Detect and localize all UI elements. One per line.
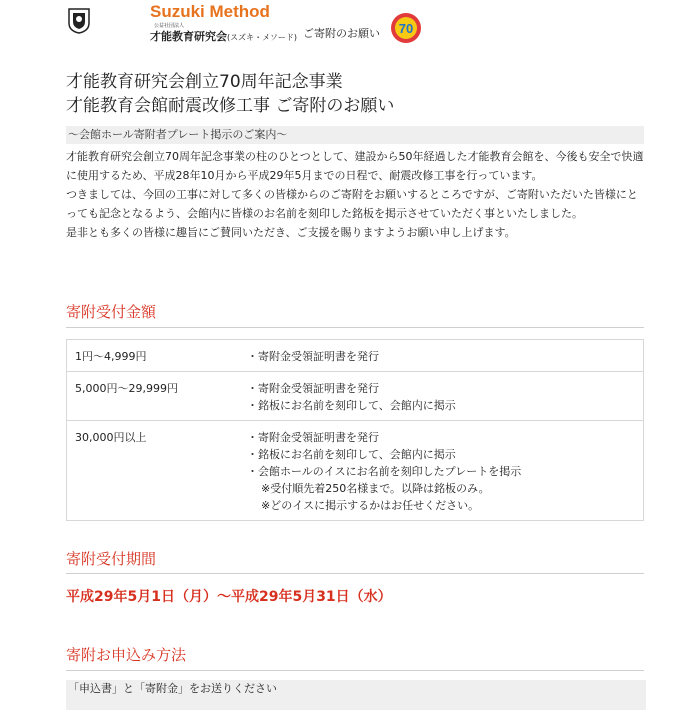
benefit-item: ・銘板にお名前を刻印して、会館内に掲示 bbox=[247, 399, 456, 412]
title-line-1: 才能教育研究会創立70周年記念事業 bbox=[66, 72, 343, 92]
intro-paragraph: 是非とも多くの皆様に趣旨にご賛同いただき、ご支援を賜りますようお願い申し上げます。 bbox=[66, 226, 516, 239]
table-row bbox=[67, 340, 644, 372]
section-divider bbox=[66, 327, 644, 328]
benefit-item: ・寄附金受領証明書を発行 bbox=[247, 382, 379, 395]
benefit-item: ・会館ホールのイスにお名前を刻印したプレートを掲示 bbox=[247, 465, 522, 478]
main-content bbox=[66, 70, 644, 242]
header-page-title: ご寄附のお願い bbox=[303, 27, 380, 40]
section-divider bbox=[66, 670, 644, 671]
org-name-main: 才能教育研究会 bbox=[150, 30, 227, 43]
org-name-sub: (スズキ・メソード) bbox=[227, 33, 298, 42]
subheading-bar: ～会館ホール寄附者プレート掲示のご案内～ bbox=[66, 126, 644, 144]
benefit-note: ※受付順先着250名様まで。以降は銘板のみ。 bbox=[261, 482, 490, 495]
benefit-item: ・寄附金受領証明書を発行 bbox=[247, 431, 379, 444]
table-row bbox=[67, 372, 644, 421]
title-line-2: 才能教育会館耐震改修工事 ご寄附のお願い bbox=[66, 96, 395, 116]
section-heading-amount: 寄附受付金額 bbox=[66, 303, 157, 321]
application-method-box: 「申込書」と「寄附金」をお送りください bbox=[66, 680, 646, 710]
tier-benefits bbox=[239, 340, 644, 372]
acceptance-period: 平成29年5月1日（月）～平成29年5月31日（水） bbox=[66, 589, 392, 605]
crest-logo-icon[interactable] bbox=[68, 8, 90, 34]
page-title bbox=[66, 70, 644, 118]
tier-amount: 1円～4,999円 bbox=[67, 340, 240, 372]
org-type-label: 公益社団法人 bbox=[154, 23, 185, 29]
benefit-item: ・寄附金受領証明書を発行 bbox=[247, 350, 379, 363]
site-header bbox=[60, 0, 660, 50]
tier-benefits bbox=[239, 372, 644, 421]
tier-benefits bbox=[239, 421, 644, 521]
donation-tier-table bbox=[66, 339, 644, 521]
brand-logo-text[interactable]: Suzuki Method bbox=[150, 2, 270, 21]
intro-paragraph: 才能教育研究会創立70周年記念事業の柱のひとつとして、建設から50年経過した才能教育会館を、今後も安全で快適に使用するため、平成28年10月から平成29年5月までの日程で、耐震改修工事を行っています。 bbox=[66, 150, 644, 182]
section-heading-period: 寄附受付期間 bbox=[66, 550, 157, 568]
table-row bbox=[67, 421, 644, 521]
org-name bbox=[150, 28, 297, 44]
tier-amount: 30,000円以上 bbox=[67, 421, 240, 521]
anniversary-badge-icon bbox=[390, 12, 422, 44]
anniversary-badge-text: 70 bbox=[398, 21, 414, 36]
benefit-item: ・銘板にお名前を刻印して、会館内に掲示 bbox=[247, 448, 456, 461]
intro-paragraph: つきましては、今回の工事に対して多くの皆様からのご寄附をお願いするところですが、ご寄附いただいた皆様にとっても記念となるよう、会館内に皆様のお名前を刻印した銘板を掲示させていただく事といたしました。 bbox=[66, 188, 638, 220]
benefit-note: ※どのイスに掲示するかはお任せください。 bbox=[261, 499, 480, 512]
tier-amount: 5,000円～29,999円 bbox=[67, 372, 240, 421]
intro-text bbox=[66, 147, 644, 242]
section-heading-method: 寄附お申込み方法 bbox=[66, 646, 187, 664]
section-divider bbox=[66, 573, 644, 574]
